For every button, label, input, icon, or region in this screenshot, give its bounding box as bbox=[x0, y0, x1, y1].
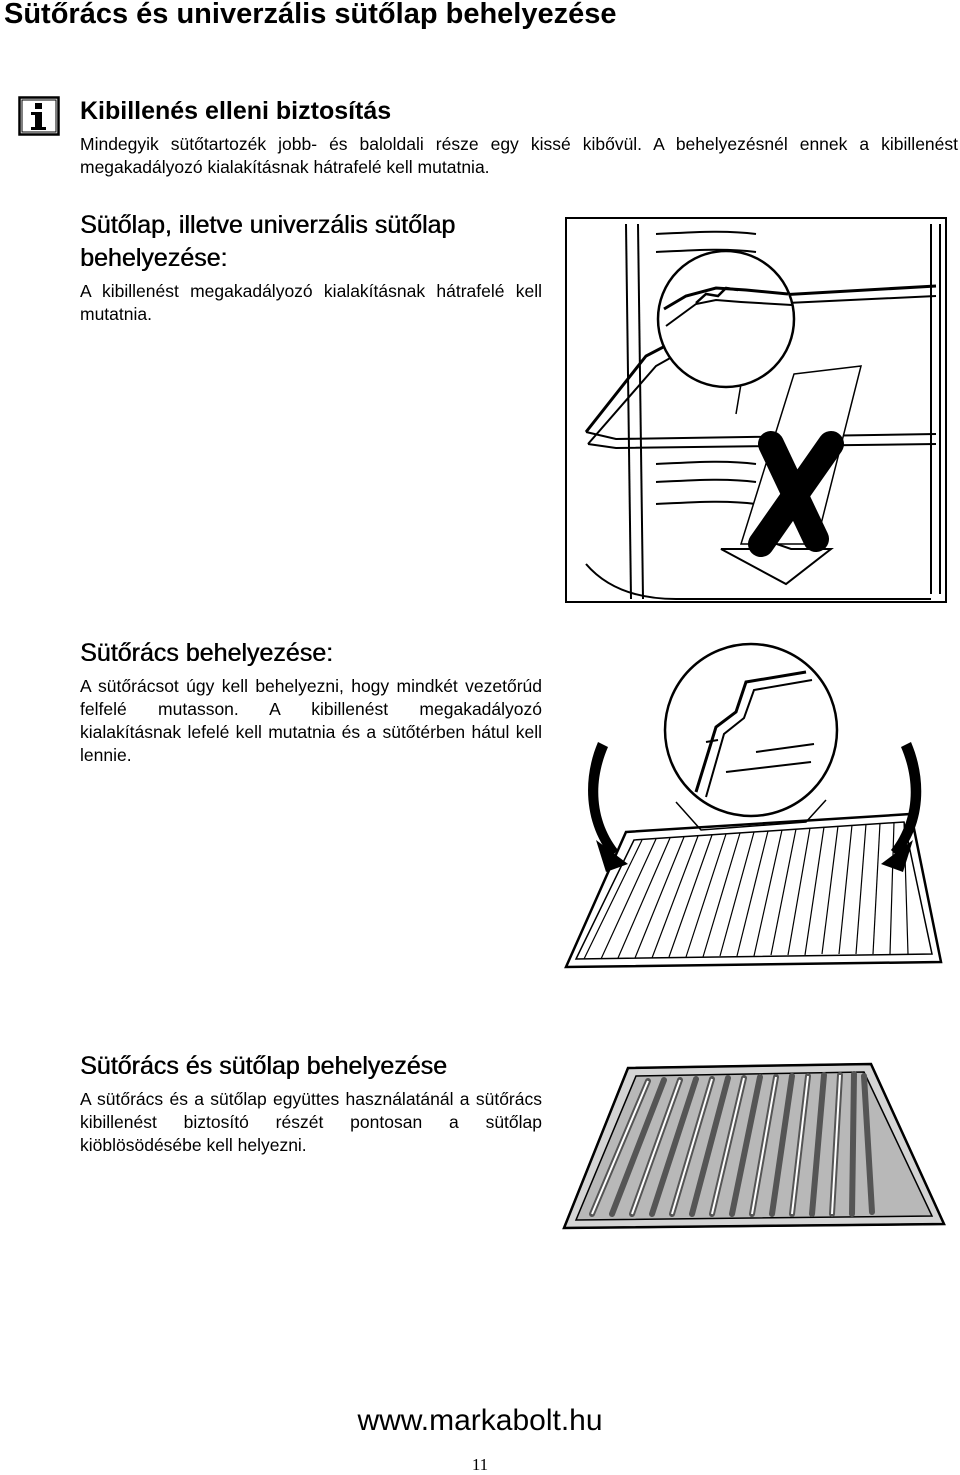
section-rack-tray-text: A sütőrács és a sütőlap együttes használatánál a sütőrács kibillenést biztosító részét pontosan a sütőlap kiöblösödésébe kell helyezni. bbox=[80, 1089, 542, 1155]
section-rack-tray-heading: Sütőrács és sütőlap behelyezése bbox=[80, 1052, 447, 1080]
page-title: Sütőrács és univerzális sütőlap behelyezése bbox=[4, 0, 617, 30]
section-rack-text: A sütőrácsot úgy kell behelyezni, hogy mindkét vezetőrúd felfelé mutasson. A kibillenést megakadályozó kialakításnak lefelé kell mutatnia és a sütőtérben hátul kell lennie. bbox=[80, 676, 542, 765]
tip-heading: Kibillenés elleni biztosítás bbox=[80, 97, 392, 125]
section-tray-heading bbox=[80, 209, 455, 275]
footer-url[interactable]: www.markabolt.hu bbox=[357, 1404, 603, 1437]
section-rack-heading: Sütőrács behelyezése: bbox=[80, 639, 333, 667]
tray-insertion-illustration bbox=[556, 204, 956, 606]
section-tray-heading-line2: behelyezése: bbox=[80, 244, 228, 272]
rack-insertion-illustration bbox=[556, 632, 956, 996]
section-tray-text: A kibillenést megakadályozó kialakításnak hátrafelé kell mutatnia. bbox=[80, 281, 542, 324]
section-tray-heading-line1: Sütőlap, illetve univerzális sütőlap bbox=[80, 211, 456, 239]
info-icon bbox=[18, 96, 60, 136]
rack-on-tray-illustration bbox=[556, 1046, 950, 1236]
tip-text: Mindegyik sütőtartozék jobb- és baloldali része egy kissé kibővül. A behelyezésnél ennek a kibillenést megakadályozó kialakításnak hátrafelé kell mutatnia. bbox=[80, 134, 958, 177]
page-number: 11 bbox=[471, 1455, 489, 1474]
